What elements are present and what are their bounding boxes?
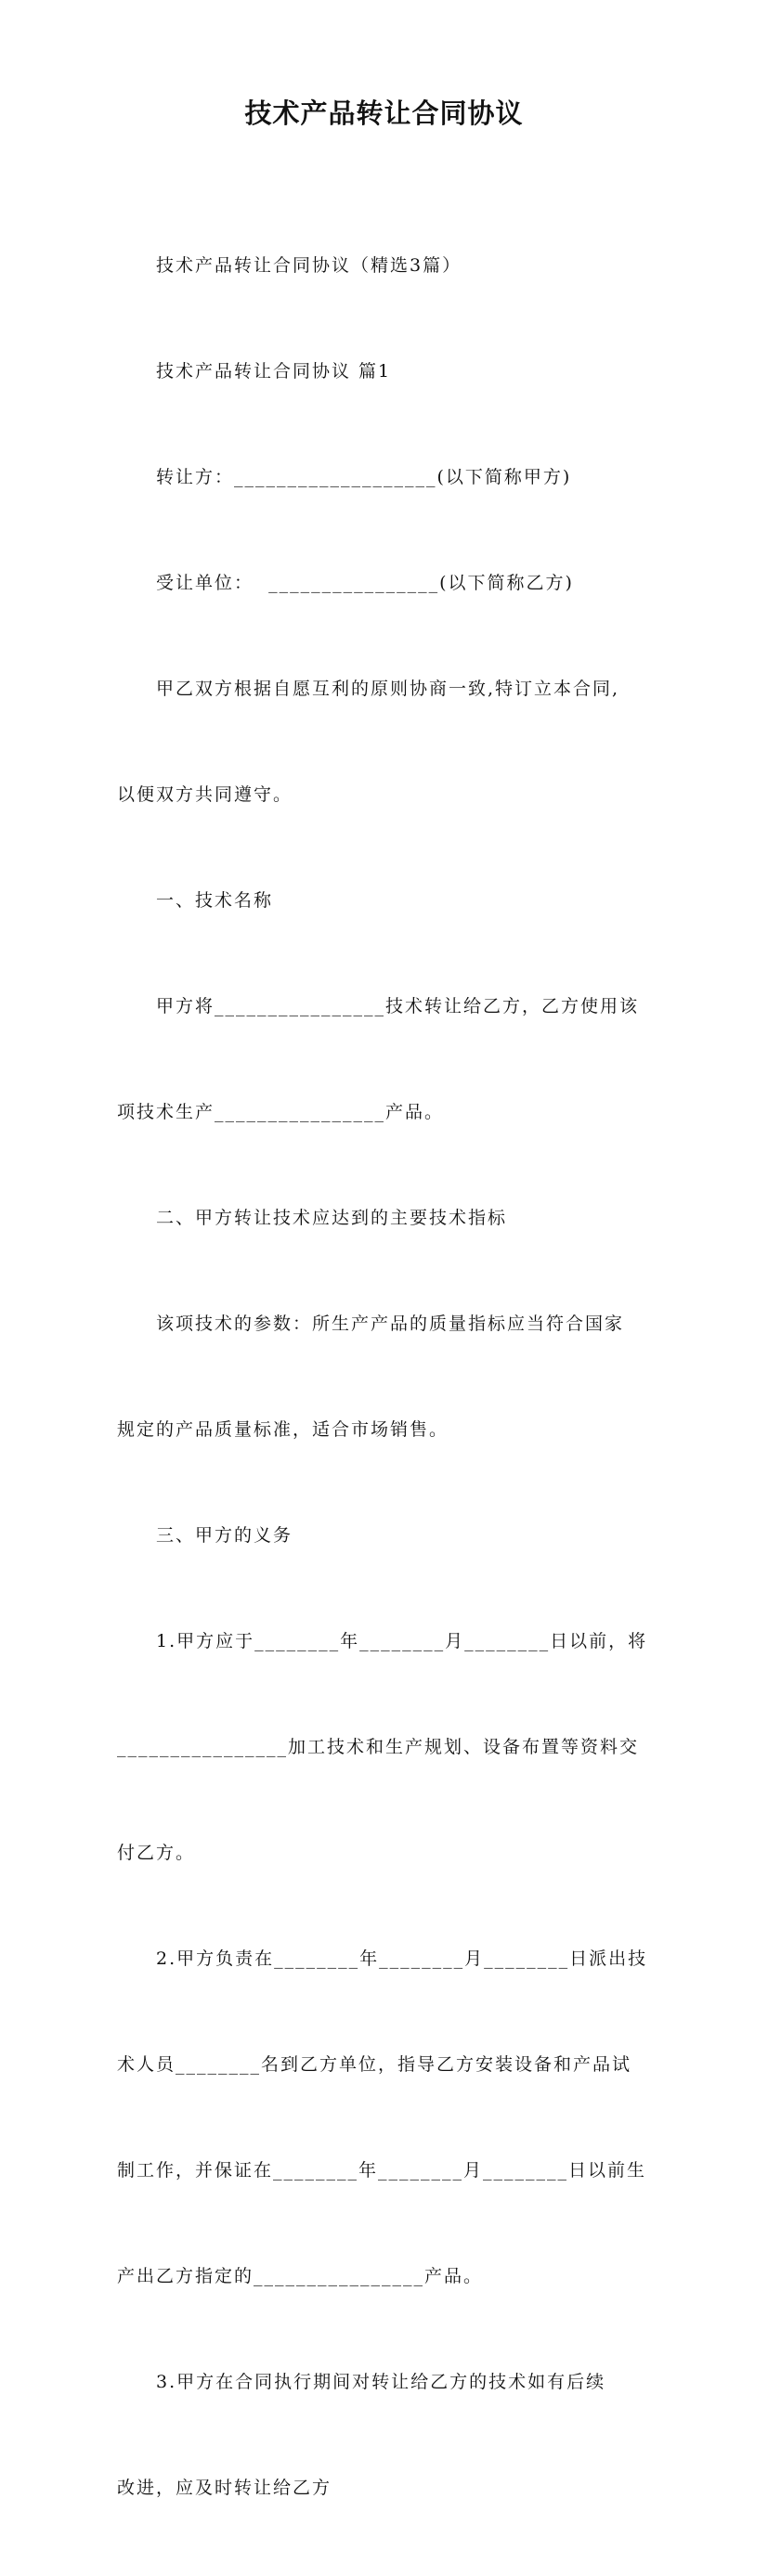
- body-line: ________________加工技术和生产规划、设备布置等资料交: [117, 1737, 640, 1757]
- body-line: 改进，应及时转让给乙方: [117, 2478, 332, 2498]
- body-line: 付乙方。: [117, 1843, 196, 1863]
- body-line: 制工作，并保证在________年________月________日以前生: [117, 2160, 647, 2181]
- body-line: 甲方将________________技术转让给乙方，乙方使用该: [117, 996, 640, 1016]
- body-line: 术人员________名到乙方单位，指导乙方安装设备和产品试: [117, 2054, 632, 2075]
- document-title: 技术产品转让合同协议: [244, 97, 524, 129]
- body-line: 甲乙双方根据自愿互利的原则协商一致,特订立本合同,: [117, 679, 620, 699]
- body-line: 1.甲方应于________年________月________日以前，将: [117, 1631, 648, 1651]
- body-line: 项技术生产________________产品。: [117, 1102, 445, 1122]
- body-line: 受让单位： ________________(以下简称乙方): [117, 573, 574, 593]
- body-line: 技术产品转让合同协议 篇1: [117, 361, 392, 382]
- body-line: 二、甲方转让技术应达到的主要技术指标: [117, 1208, 508, 1228]
- body-line: 2.甲方负责在________年________月________日派出技: [117, 1948, 648, 1969]
- document-body: [117, 177, 656, 2576]
- body-line: 技术产品转让合同协议（精选3篇）: [117, 255, 462, 276]
- body-line: 3.甲方在合同执行期间对转让给乙方的技术如有后续: [117, 2372, 606, 2392]
- body-line: 产出乙方指定的________________产品。: [117, 2266, 484, 2286]
- body-line: 三、甲方的义务: [117, 1525, 293, 1546]
- body-line: 规定的产品质量标准，适合市场销售。: [117, 1419, 449, 1440]
- body-line: 转让方：___________________(以下简称甲方): [117, 467, 572, 487]
- body-line: 以便双方共同遵守。: [117, 784, 293, 805]
- body-line: 该项技术的参数：所生产产品的质量指标应当符合国家: [117, 1314, 625, 1334]
- body-line: 一、技术名称: [117, 890, 274, 911]
